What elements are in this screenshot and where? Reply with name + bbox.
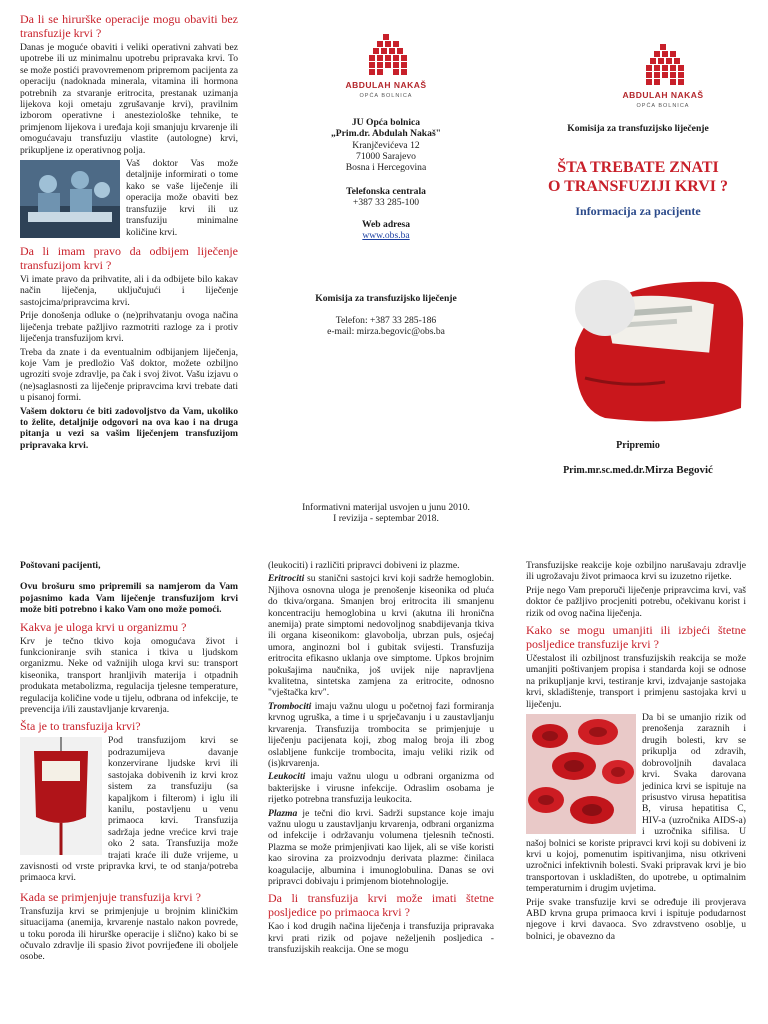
paragraph-erythrocytes [268,573,494,698]
paragraph: Učestalost ili ozbiljnost transfuzijskih reakcija se može umanjiti poštivanjem propisa i standarda koji se odnose na prikupljanje krvi, testiranje krvi, izdvajanje sastojaka krvi, skladištenje, transport i primjenu sastojaka krvi u liječenju. [526,653,746,710]
author-block [518,440,758,477]
logo-name: ABDULAH NAKAŠ [622,90,704,100]
transfusion-bag-photo [20,737,102,855]
logo-subtitle: OPĆA BOLNICA [359,93,413,100]
paragraph: Vi imate pravo da prihvatite, ali i da odbijete bilo kakav način liječenja, uključujući i liječenje sastojcima/pripravcima krvi. [20,274,238,308]
term-thrombocytes: Trombociti [268,700,312,712]
brochure-subtitle: Informacija za pacijente [575,204,701,219]
paragraph: Vaš doktor Vas može detaljnije informirati o tome kako se vaše liječenje ili operacija može obaviti bez transfuzije krvi ili uz transfuziju minimalne količine krvi. [126,158,238,238]
surgery-photo [20,160,120,238]
paragraph: Transfuzijske reakcije koje ozbiljno narušavaju zdravlje ili ugrožavaju život primaoca krvi su izuzetno rijetke. [526,560,746,583]
term-plasma: Plazma [268,807,298,819]
heading-surgery: Da li se hirurške operacije mogu obaviti bez transfuzije krvi ? [20,12,238,40]
hospital-logo-icon [640,42,686,88]
hospital-logo-icon [363,32,409,78]
logo-subtitle: OPĆA BOLNICA [636,103,690,110]
panel-what-is-blood [20,560,238,965]
address-line: 71000 Sarajevo [356,151,416,163]
paragraph: Prije donošenja odluke o (ne)prihvatanju ovoga načina liječenja trebate pažljivo razmotriti razloge za i protiv liječenja transfuzijom krvi. [20,310,238,345]
paragraph-leukocytes [268,771,494,805]
text: imaju važnu ulogu u početnoj fazi formiranja krvnog ugruška, a time i u sprječavanju i u zaustavljanju krvarenja. Transfuzija trombocita se primjenjuje u liječenju pacijenata koji, zbog malog broja ili zbog oslabljene funkcije trombocita, imaju veliki rizik od (is)krvarenja. [268,700,494,769]
institution-name: JU Opća bolnica [351,116,421,128]
heading-role-of-blood: Kakva je uloga krvi u organizmu ? [20,619,187,634]
greeting: Poštovani pacijenti, [20,560,101,571]
panel-reduce-risk [526,560,746,944]
term-erythrocytes: Eritrociti [268,573,305,585]
committee-name: Komisija za transfuzijsko liječenje [567,122,709,134]
revision-date: I revizija - septembar 2018. [333,513,439,525]
panel-blood-components [268,560,494,958]
committee-phone: Telefon: +387 33 285-186 [335,314,437,326]
paragraph: Prije nego Vam preporuči liječenje pripravcima krvi, vaš doktor će pažljivo procjeniti potrebu, očekivanu korist i rizik od ovog načina liječenja. [526,584,746,619]
paragraph-plasma [268,808,494,888]
text: imaju važnu ulogu u odbrani organizma od bakterijske i virusne infekcije. Odraslim osobama je rijetko potrebna transfuzija leukocita. [268,771,494,806]
phone-number: +387 33 285-100 [352,197,420,209]
paragraph: Krv je tečno tkivo koja omogućava život i funkcioniranje svih stanica i tkiva u ljudskom organizmu. Neke od važnijih uloga krvi su: transport kiseonika, transport hranljivih materija i otpadnih produkata metabolizma, regulacija tjelesne temperature, regulacija količine vode u tijelu, odbrana od infekcije, te prevencija i/ili zaustavljanje krvarenja. [20,635,238,716]
panel-contact [262,32,510,338]
paragraph: (leukociti) i različiti pripravci dobiveni iz plazme. [268,560,460,571]
panel-cover [518,42,758,218]
heading-what-is-transfusion: Šta je to transfuzija krvi? [20,719,141,734]
panel-surgery-info [20,12,238,453]
prepared-label: Pripremio [616,440,660,451]
heading-reduce-risk: Kako se mogu umanjiti ili izbjeći štetne posljedice transfuzije krvi ? [526,623,746,652]
brochure-title-line2: O TRANSFUZIJI KRVI ? [547,178,729,196]
adopted-date: Informativni materijal usvojen u junu 2010. [302,502,470,513]
term-leukocytes: Leukociti [268,771,306,783]
paragraph: Danas je moguće obaviti i veliki operativni zahvati bez upotrebe ili uz minimalnu upotrebu pripravaka krvi. To se može postići pravovremenom pripremom pacijenta za operaciju (nadoknada minerala, vitamina ili hormona potrebnih za stvaranje eritrocita, prestanak uzimanja lijekova koji ometaju zgrušavanje krvi), pravilnim izborom operativne i anesteziološke tehnike, te primjenom lijekova i uređaja koji smanjuju krvarenje ili omogućavaju transfuziju vlastite (autologne) krvi, prikupljene iz operativnog polja. [20,42,238,156]
logo-name: ABDULAH NAKAŠ [345,80,427,90]
author-title: Prim.mr.sc.med.dr. [563,465,645,477]
heading-side-effects: Da li transfuzija krvi može imati štetne posljedice po primaoca krvi ? [268,891,494,920]
text: su stanični sastojci krvi koji sadrže hemoglobin. Njihova osnovna uloga je prenošenje kiseonika od pluća do tkiva/organa. Smanjen broj eritrocita ili smanjenu koncentraciju hemoglobina u krvi (akutna ili hronična anemija) prate simptomi nedovoljnog snabdijevanja tkiva ili organa kiseonikom: glavobolja, ubrzan puls, osjećaj umora, anginozni bol i gubitak svijesti. Transfuzija eritrocita efikasno uklanja ove simptome. Upkos brojnim pokušajima naučnika, još uvijek nije napravljena kvalitetna, sintetska zamjena za eritrocite, odnosno "vještačka krv". [268,573,494,699]
address-line: Bosna i Hercegovina [345,162,427,174]
blood-bag-photo [565,268,755,428]
text: je tečni dio krvi. Sadrži supstance koje imaju važnu ulogu u zaustavljanju krvarenja, odbrani organizma od infekcije i održavanju volumena tjelesnih tečnosti. Plazma se može primjenjivati kao lijek, ali se više koristi kao sirovina za proizvodnju derivata plazme: činilaca koagulacije, albumina i imunoglobulina. Danas se ovi pripravci dobivaju i primjenom biotehnologije. [268,807,494,887]
heading-when-transfusion: Kada se primjenjuje transfuzija krvi ? [20,889,201,904]
paragraph: Vašem doktoru će biti zadovoljstvo da Vam, ukoliko to želite, detaljnije odgovori na ova kao i na druga pitanja u vezi sa vašim liječenjem transfuzijom pripravaka krvi. [20,405,238,451]
institution-name-full: „Prim.dr. Abdulah Nakaš" [331,128,441,140]
revision-note [262,502,510,525]
paragraph: Da bi se umanjio rizik od prenošenja zaraznih i drugih bolesti, krv se prikuplja od zdravih, dobrovoljnih davalaca krvi. Svaka darovana jedinica krvi se ispituje na prisustvo virusa hepatitisa B, virusa hepatitisa C, HIV-a (uzročnika AIDS-a) i uzročnika sifilisa. U našoj bolnici se koriste pripravci krvi koji su dobiveni iz krvi u kojoj, pomenutim ispitivanjima, nisu otkriveni uzročnici infektivnih bolesti. Svaki pripravak krvi je bio transportovan i uskladišten, do upotrebe, u optimalnim temperaturnim i drugim uvjetima. [526,712,746,895]
committee-email[interactable]: e-mail: mirza.begovic@obs.ba [327,326,445,338]
hospital-logo [618,42,708,113]
paragraph: Prije svake transfuzije krvi se određuje ili provjerava ABD krvna grupa primaoca krvi i ispituje podudarnost njegove i krvi davaoca. Svo zdravstveno osoblje, u bolnici, je obavezno da [526,896,746,942]
author-name: Mirza Begović [644,464,713,477]
paragraph: Kao i kod drugih načina liječenja i transfuzija pripravaka krvi prati rizik od pojave neželjenih posljedica - transfuzijskih reakcija. One se mogu [268,921,494,956]
brochure-title: ŠTA TREBATE ZNATI [557,159,719,177]
web-label: Web adresa [361,218,411,230]
website-link[interactable]: www.obs.ba [362,230,410,242]
hospital-logo [262,32,510,103]
intro-paragraph: Ovu brošuru smo pripremili sa namjerom da Vam pojasnimo kada Vam liječenje transfuzijom krvi može biti potrebno i kako Vam ono može pomoći. [20,581,238,616]
committee-name: Komisija za transfuzijsko liječenje [315,293,457,305]
paragraph: Transfuzija krvi se primjenjuje u brojnim kliničkim situacijama (anemija, krvarenje nastalo nakon povrede, u toku poroda ili hirurške operacije i slično) kako bi se očuvalo zdravlje ili spasio život povrijeđene ili oboljele osobe. [20,905,238,963]
paragraph: Treba da znate i da eventualnim odbijanjem liječenja, koje Vam je predložio Vaš doktor, možete ozbiljno ugroziti svoje zdravlje, pa čak i svoj život. Vašu izjavu o (ne)saglasnosti za liječenje pripravcima krvi trebate dati u pisanoj formi. [20,346,238,404]
address-line: Kranjčevićeva 12 [352,139,420,151]
red-blood-cells-photo [526,714,636,834]
phone-label: Telefonska centrala [346,185,426,197]
paragraph: Pod transfuzijom krvi se podrazumijeva davanje konzervirane ljudske krvi ili sastojaka dobivenih iz krvi kroz sistem za transfuziju (sa kapaljkom i filterom) i iglu ili kanilu, postavljenu u venu primaoca krvi. Transfuzija sadržaja jedne vrećice krvi traje oko 2 sata. Transfuzija može trajati kraće ili duže vrijeme, u zavisnosti od vrste pripravka krvi, te od stanja/potreba primaoca krvi. [20,735,238,884]
paragraph-thrombocytes [268,701,494,769]
heading-refuse: Da li imam pravo da odbijem liječenje transfuzijom krvi ? [20,244,238,273]
